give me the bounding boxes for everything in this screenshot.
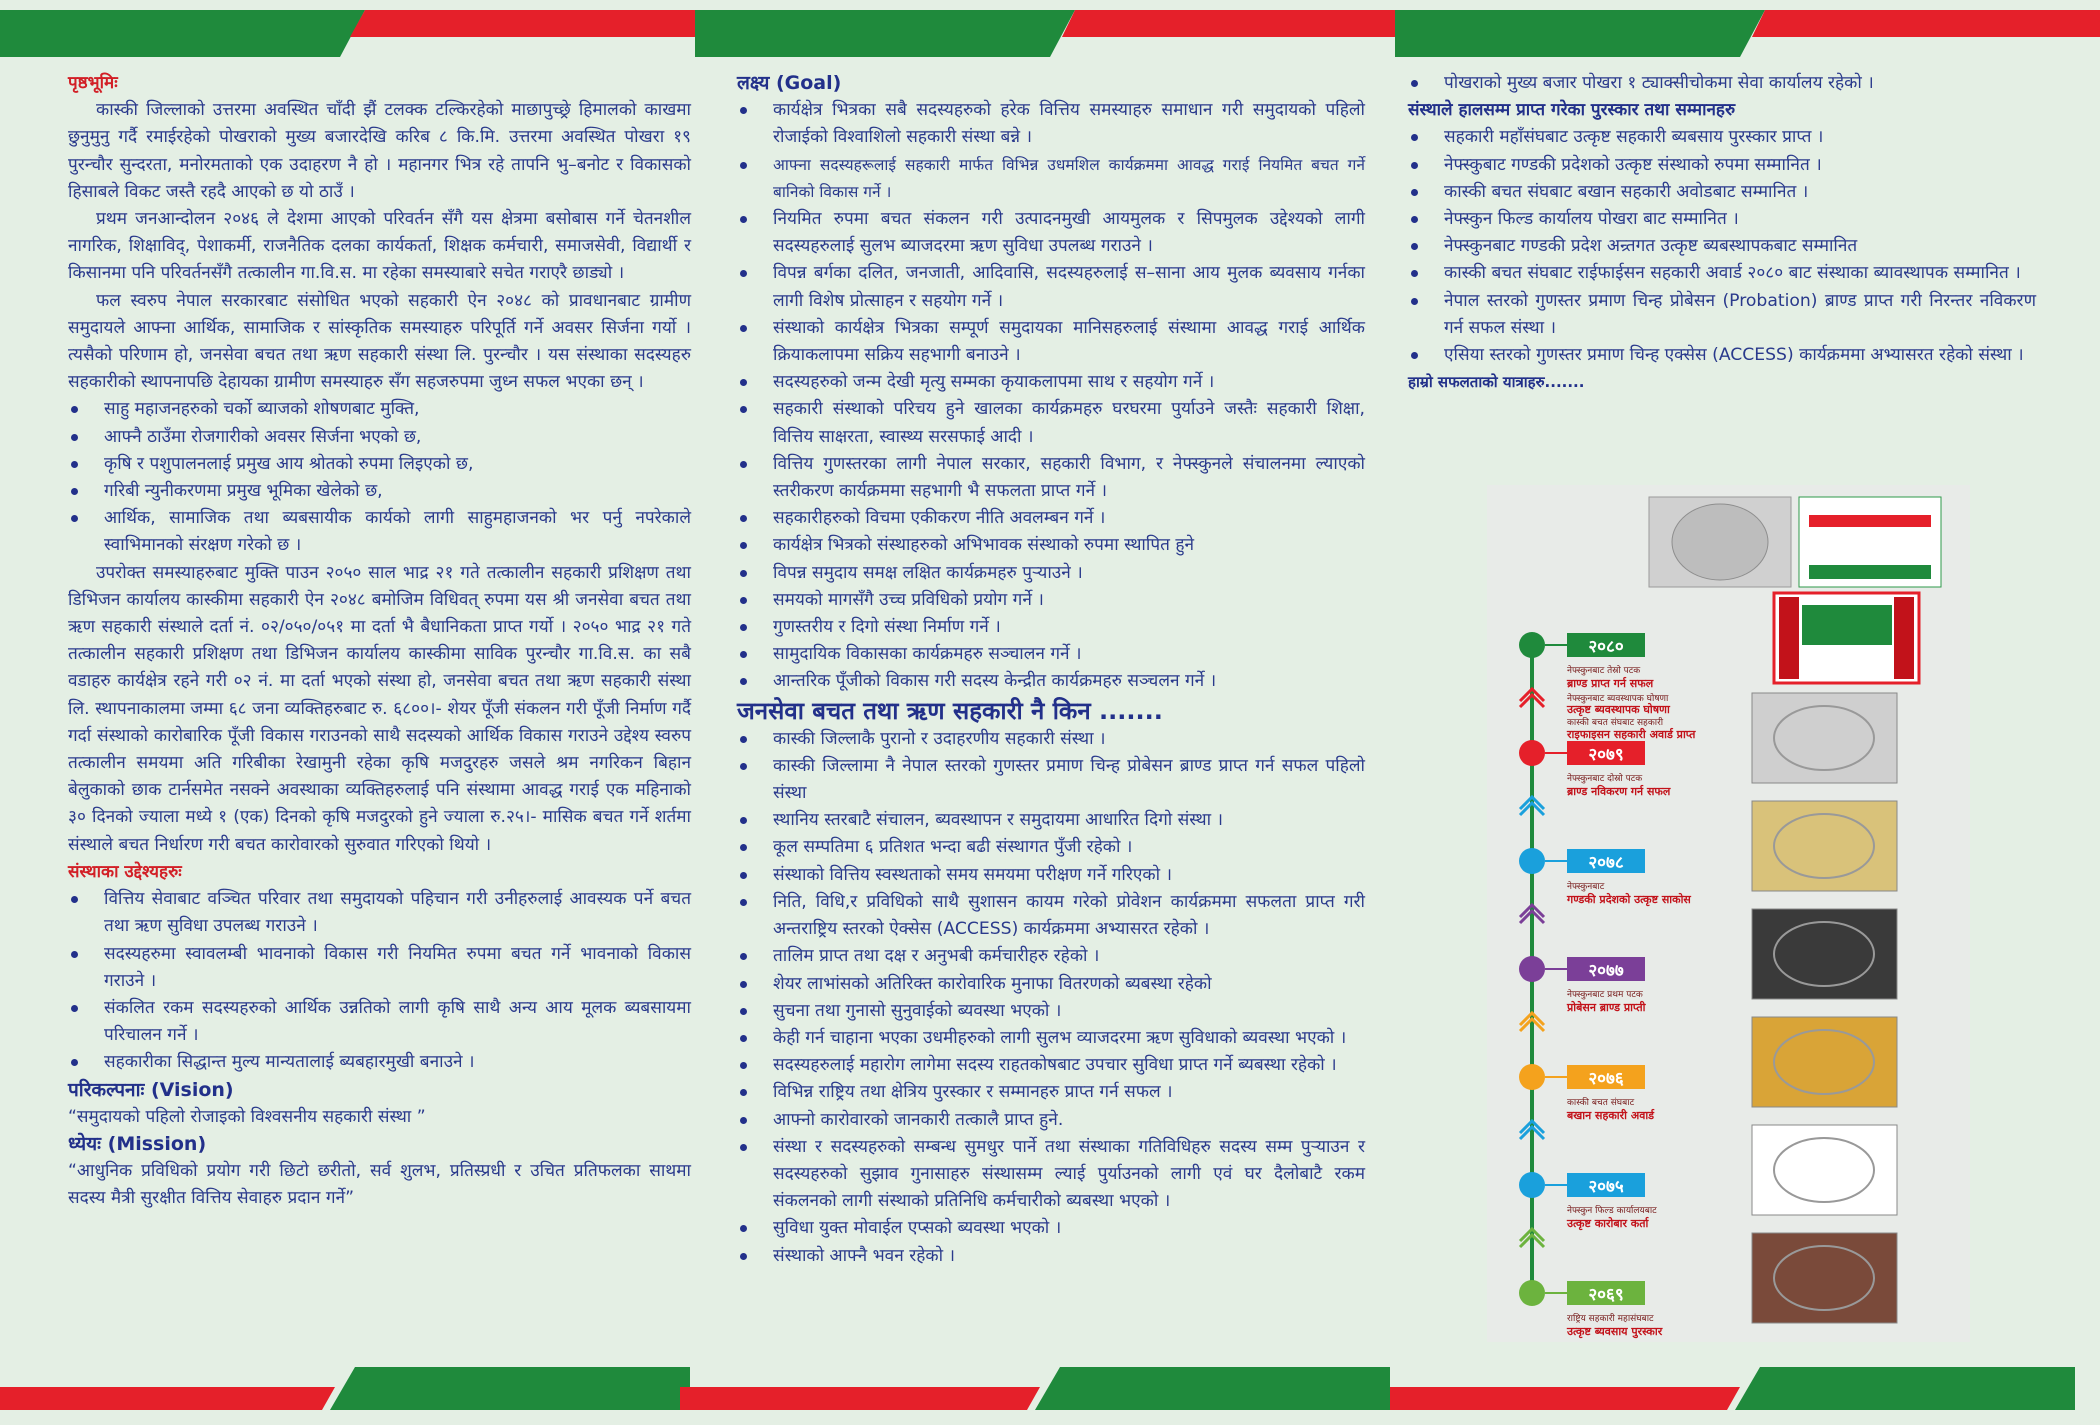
list-item: संस्थाको आफ्नै भवन रहेको । — [737, 1243, 1365, 1270]
timeline-caption: नेफ्स्कुनबाट तेस्रो पटक — [1567, 666, 1641, 676]
list-item: संस्थाको कार्यक्षेत्र भित्रका सम्पूर्ण समुदायका मानिसहरुलाई संस्थामा आवद्ध गराई आर्थिक क्रियाकलापमा सक्रिय सहभागी बनाउने । — [737, 315, 1365, 369]
timeline-caption: उत्कृष्ट कारोबार कर्ता — [1567, 1217, 1649, 1230]
year-label: २०७८ — [1588, 853, 1624, 873]
year-label: २०७६ — [1588, 1069, 1624, 1089]
list-item: कूल सम्पतिमा ६ प्रतिशत भन्दा बढी संस्थागत पुँजी रहेको । — [737, 834, 1365, 861]
list-item: साहु महाजनहरुको चर्को ब्याजको शोषणबाट मुक्ति, — [68, 396, 691, 423]
paragraph: फल स्वरुप नेपाल सरकारबाट संसोधित भएको सहकारी ऐन २०४८ को प्रावधानबाट ग्रामीण समुदायले आफ्ना आर्थिक, सामाजिक र सांस्कृतिक समस्याहरु परिपूर्ति गर्ने अवसर सिर्जना गर्यो । त्यसैको परिणाम हो, जनसेवा बचत तथा ऋण सहकारी संस्था लि. पुरन्चौर । यस संस्थाका सदस्यहरु सहकारीको स्थापनापछि देहायका ग्रामीण समस्याहरु सँग सहजरुपमा जुध्न सफल भएका छन् । — [68, 290, 691, 393]
list-item: समयको मागसँगै उच्च प्रविधिको प्रयोग गर्ने । — [737, 587, 1365, 614]
column-middle — [737, 70, 1365, 1270]
heading-objectives: संस्थाका उद्देश्यहरुः — [68, 861, 182, 882]
list-item: शेयर लाभांसको अतिरिक्त कारोवारिक मुनाफा वितरणको ब्यबस्था रहेको — [737, 971, 1365, 998]
list-item: आर्थिक, सामाजिक तथा ब्यबसायीक कार्यको लागी साहुमहाजनको भर पर्नु नपरेकाले स्वाभिमानको संरक्षण गरेको छ । — [68, 505, 691, 559]
goals-list — [737, 97, 1365, 695]
list-item: कार्यक्षेत्र भित्रको संस्थाहरुको अभिभावक संस्थाको रुपमा स्थापित हुने — [737, 532, 1365, 559]
timeline-caption: कास्की बचत संघबाट सहकारी — [1567, 718, 1664, 728]
list-item: सुविधा युक्त मोवाईल एप्सको ब्यवस्था भएको । — [737, 1215, 1365, 1242]
list-item: सदस्यहरुलाई महारोग लागेमा सदस्य राहतकोषबाट उपचार सुविधा प्राप्त गर्ने ब्यबस्था रहेको । — [737, 1052, 1365, 1079]
timeline-caption: गण्डकी प्रदेशको उत्कृष्ट साकोस — [1567, 893, 1691, 906]
paragraph: उपरोक्त समस्याहरुबाट मुक्ति पाउन २०५० साल भाद्र २१ गते तत्कालीन सहकारी प्रशिक्षण तथा डिभिजन कार्यालय कास्कीमा सहकारी ऐन २०४८ बमोजिम विधिवत् रुपमा यस श्री जनसेवा बचत तथा ऋण सहकारी संस्थाले दर्ता नं. ०२/०५०/०५१ मा दर्ता भै बैधानिकता प्राप्त गर्यो । २०५० भाद्र २१ गते तत्कालीन सहकारी प्रशिक्षण तथा डिभिजन कार्यालय कास्कीमा साविक पुरन्चौर गा.वि.स. का सबै वडाहरु कार्यक्षेत्र रहने गरी ०२ नं. मा दर्ता भएको संस्था हो, जनसेवा बचत तथा ऋण सहकारी संस्था लि. स्थापनाकालमा जम्मा ६८ जना व्यक्तिहरुबाट रु. ६८००।- शेयर पूँजी संकलन गरी पूँजी निर्माण गर्दै गर्दा संस्थाको कारोबारिक पूँजी विकास गराउनको साथै सदस्यको आर्थिक विकास गराउने उद्देश्य स्वरुप तत्कालीन समयमा अति गरिबीका रेखामुनी रहेका कृषि मजदुरहरु जसले श्रम नगरिकन बिहान बेलुकाको छाक टार्नसमेत नसक्ने अवस्थाका व्यक्तिहरुलाई पनि संस्थामा आवद्ध गराई एक महिनाको ३० दिनको ज्याला मध्ये १ (एक) दिनको कृषि मजदुरको हुने ज्याला रु.२५।- मासिक बचत गर्ने शर्तमा संस्थाले बचत निर्धारण गरी बचत कारोवारको सुरुवात गरिएको थियो । — [68, 562, 691, 855]
list-item: आफ्नै ठाउँमा रोजगारीको अवसर सिर्जना भएको छ, — [68, 424, 691, 451]
timeline-dot — [1519, 632, 1545, 658]
list-item: सहकारीका सिद्धान्त मुल्य मान्यतालाई ब्यबहारमुखी बनाउने । — [68, 1049, 691, 1076]
timeline-caption: ब्राण्ड नविकरण गर्न सफल — [1567, 785, 1671, 798]
list-item: आफ्नो कारोवारको जानकारी तत्कालै प्राप्त हुने. — [737, 1107, 1365, 1134]
year-label: २०८० — [1588, 637, 1624, 657]
list-item: विपन्न समुदाय समक्ष लक्षित कार्यक्रमहरु पुर्‍याउने । — [737, 560, 1365, 587]
list-item: कास्की जिल्लामा नै नेपाल स्तरको गुणस्तर प्रमाण चिन्ह प्रोबेसन ब्राण्ड प्राप्त गर्न सफल पहिलो संस्था — [737, 753, 1365, 807]
timeline-caption: प्रोबेसन ब्राण्ड प्राप्ती — [1567, 1001, 1646, 1014]
heading-background: पृष्ठभूमिः — [68, 73, 118, 93]
achievements-list — [68, 396, 691, 559]
timeline-caption: नेफ्स्कुनबाट ब्यवस्थापक घोषणा — [1567, 694, 1669, 704]
list-item: सुचना तथा गुनासो सुनुवाईको ब्यवस्था भएको । — [737, 998, 1365, 1025]
list-item: सदस्यहरुको जन्म देखी मृत्यु सम्मका कृयाकलापमा साथ र सहयोग गर्ने । — [737, 369, 1365, 396]
timeline-caption: नेफ्स्कुनबाट दोस्रो पटक — [1567, 774, 1643, 784]
timeline-caption: उत्कृष्ट ब्यवसाय पुरस्कार — [1567, 1325, 1663, 1338]
list-item: सहकारीहरुको विचमा एकीकरण नीति अवलम्बन गर्ने । — [737, 505, 1365, 532]
list-item: आफ्ना सदस्यहरूलाई सहकारी मार्फत विभिन्न उधमशिल कार्यक्रममा आवद्ध गराई नियमित बचत गर्ने बानिको विकास गर्ने । — [737, 152, 1365, 206]
list-item: संकलित रकम सदस्यहरुको आर्थिक उन्नतिको लागी कृषि साथै अन्य आय मूलक ब्यबसायमा परिचालन गर्ने । — [68, 995, 691, 1049]
timeline-caption: नेफ्स्कुनबाट प्रथम पटक — [1567, 990, 1643, 1000]
bottom-decorative-band — [0, 1365, 2100, 1425]
list-item: सहकारी महाँसंघबाट उत्कृष्ट सहकारी ब्यबसाय पुरस्कार प्राप्त । — [1408, 124, 2036, 151]
list-item: संस्था र सदस्यहरुको सम्बन्ध सुमधुर पार्ने तथा संस्थाका गतिविधिहरु सदस्य सम्म पुर्‍याउन र सदस्यहरुको सुझाव गुनासाहरु संस्थासम्म ल्याई पुर्याउनको लागी एवं घर दैलोबाटै रकम संकलनको लागी संस्थाको प्रतिनिधि कर्मचारीको ब्यबस्था भएको । — [737, 1134, 1365, 1216]
timeline-caption: राष्ट्रिय सहकारी महासंघबाट — [1567, 1314, 1654, 1324]
heading-mission: ध्येयः (Mission) — [68, 1132, 207, 1155]
timeline-caption: राइफाइसन सहकारी अवार्ड प्राप्त — [1567, 728, 1696, 741]
paragraph: प्रथम जनआन्दोलन २०४६ ले देशमा आएको परिवर्तन सँगै यस क्षेत्रमा बसोबास गर्ने चेतनशील नागरिक, शिक्षाविद्, पेशाकर्मी, राजनैतिक दलका कार्यकर्ता, शिक्षक कर्मचारी, समाजसेवी, विद्यार्थी र किसानमा पनि परिवर्तनसँगै तत्कालीन गा.वि.स. मा रहेका समस्याबारे सचेत गराएरै छाड्यो । — [68, 209, 691, 284]
heading-goal: लक्ष्य (Goal) — [737, 72, 842, 94]
list-item: स्थानिय स्तरबाटै संचालन, ब्यवस्थापन र समुदायमा आधारित दिगो संस्था । — [737, 807, 1365, 834]
list-item: सामुदायिक विकासका कार्यक्रमहरु सञ्चालन गर्ने । — [737, 641, 1365, 668]
paragraph: कास्की जिल्लाको उत्तरमा अवस्थित चाँदी झैं टलक्क टल्किरहेको माछापुच्छ्रे हिमालको काखमा छुनुमुनु गर्दै रमाईरहेको पोखराको मुख्य बजारदेखि करिब ८ कि.मि. उत्तरमा अवस्थित पोखरा १९ पुरन्चौर सुन्दरता, मनोरमताको एक उदाहरण नै हो । महानगर भित्र रहे तापनि भु–बनोट र विकासको हिसाबले विकट जस्तै रहदै आएको छ यो ठाउँ । — [68, 100, 691, 202]
timeline-caption: ब्राण्ड प्राप्त गर्न सफल — [1567, 677, 1654, 690]
timeline-dot — [1519, 956, 1545, 982]
list-item: कार्यक्षेत्र भित्रका सबै सदस्यहरुको हरेक वित्तिय समस्याहरु समाधान गरी समुदायको पहिलो रोजाईको विश्वाशिलो सहकारी संस्था बन्ने । — [737, 97, 1365, 151]
timeline-caption: कास्की बचत संघबाट — [1567, 1098, 1635, 1108]
year-label: २०७९ — [1588, 745, 1624, 765]
timeline-dot — [1519, 740, 1545, 766]
list-item: गुणस्तरीय र दिगो संस्था निर्माण गर्ने । — [737, 614, 1365, 641]
column-left — [68, 70, 691, 1213]
list-item: संस्थाको वित्तिय स्वस्थताको समय समयमा परीक्षण गर्ने गरिएको । — [737, 862, 1365, 889]
objectives-list — [68, 886, 691, 1076]
list-item: सदस्यहरुमा स्वावलम्बी भावनाको विकास गरी नियमित रुपमा बचत गर्ने भावनाको विकास गराउने । — [68, 941, 691, 995]
year-label: २०६९ — [1588, 1285, 1624, 1305]
timeline-graphic — [1487, 485, 1970, 1342]
heading-journey: हाम्रो सफलताको यात्राहरु....... — [1408, 373, 1585, 392]
list-item: कृषि र पशुपालनलाई प्रमुख आय श्रोतको रुपमा लिइएको छ, — [68, 451, 691, 478]
list-item: गरिबी न्युनीकरणमा प्रमुख भूमिका खेलेको छ, — [68, 478, 691, 505]
list-item: विभिन्न राष्ट्रिय तथा क्षेत्रिय पुरस्कार र सम्मानहरु प्राप्त गर्न सफल । — [737, 1079, 1365, 1106]
column-right — [1408, 70, 2036, 396]
heading-why-us: जनसेवा बचत तथा ऋण सहकारी नै किन ....... — [737, 696, 1163, 725]
list-item: नेफ्स्कुनबाट गण्डकी प्रदेश अन्र्तगत उत्कृष्ट ब्यबस्थापकबाट सम्मानित — [1408, 233, 2036, 260]
list-item: विपन्न बर्गका दलित, जनजाती, आदिवासि, सदस्यहरुलाई स–साना आय मुलक ब्यवसाय गर्नका लागी विशेष प्रोत्साहन र सहयोग गर्ने । — [737, 260, 1365, 314]
timeline-caption: नेफ्स्कुन फिल्ड कार्यालयबाट — [1567, 1206, 1657, 1216]
timeline-caption: बखान सहकारी अवार्ड — [1567, 1109, 1655, 1122]
heading-vision: परिकल्पनाः (Vision) — [68, 1078, 234, 1101]
list-item: पोखराको मुख्य बजार पोखरा १ ट्याक्सीचोकमा सेवा कार्यालय रहेको । — [1408, 70, 2036, 97]
list-item: एसिया स्तरको गुणस्तर प्रमाण चिन्ह एक्सेस (ACCESS) कार्यक्रममा अभ्यासरत रहेको संस्था । — [1408, 342, 2036, 369]
list-item: वित्तिय सेवाबाट वञ्चित परिवार तथा समुदायको पहिचान गरी उनीहरुलाई आवस्यक पर्ने बचत तथा ऋण सुविधा उपलब्ध गराउने । — [68, 886, 691, 940]
timeline-dot — [1519, 1280, 1545, 1306]
list-item: नियमित रुपमा बचत संकलन गरी उत्पादनमुखी आयमुलक र सिपमुलक उद्देश्यको लागी सदस्यहरुलाई सुलभ ब्याजदरमा ऋण सुविधा उपलब्ध गराउने । — [737, 206, 1365, 260]
timeline-caption: उत्कृष्ट ब्यवस्थापक घोषणा — [1567, 703, 1670, 716]
list-item: वित्तिय गुणस्तरका लागी नेपाल सरकार, सहकारी विभाग, र नेफ्स्कुनले संचालनमा ल्याएको स्तरीकरण कार्यक्रममा सहभागी भै सफलता प्राप्त गर्ने । — [737, 451, 1365, 505]
list-item: नेपाल स्तरको गुणस्तर प्रमाण चिन्ह प्रोबेसन (Probation) ब्राण्ड प्राप्त गरी निरन्तर नविकरण गर्न सफल संस्था । — [1408, 288, 2036, 342]
list-item: आन्तरिक पूँजीको विकास गरी सदस्य केन्द्रीत कार्यक्रमहरु सञ्चलन गर्ने । — [737, 668, 1365, 695]
list-item: नेफ्स्कुन फिल्ड कार्यालय पोखरा बाट सम्मानित । — [1408, 206, 2036, 233]
vision-statement: “समुदायको पहिलो रोजाइको विश्वसनीय सहकारी संस्था ” — [68, 1106, 426, 1127]
awards-list — [1408, 124, 2036, 369]
list-item: निति, विधि,र प्रविधिको साथै सुशासन कायम गरेको प्रोवेशन कार्यक्रममा सफलता प्राप्त गरी अन्तराष्ट्रिय स्तरको ऐक्सेस (ACCESS) कार्यक्रममा अभ्यासरत रहेको । — [737, 889, 1365, 943]
success-timeline — [1487, 485, 1970, 1342]
year-label: २०७७ — [1588, 961, 1624, 981]
timeline-caption: नेफ्स्कुनबाट — [1567, 882, 1605, 892]
timeline-dot — [1519, 1064, 1545, 1090]
list-item: कास्की बचत संघबाट राईफाईसन सहकारी अवार्ड २०८० बाट संस्थाका ब्यावस्थापक सम्मानित । — [1408, 260, 2036, 287]
list-item: कास्की बचत संघबाट बखान सहकारी अवोडबाट सम्मानित । — [1408, 179, 2036, 206]
list-item: केही गर्न चाहाना भएका उधमीहरुको लागी सुलभ व्याजदरमा ऋण सुविधाको ब्यवस्था भएको । — [737, 1025, 1365, 1052]
list-item: नेफ्स्कुबाट गण्डकी प्रदेशको उत्कृष्ट संस्थाको रुपमा सम्मानित । — [1408, 152, 2036, 179]
list-item: तालिम प्राप्त तथा दक्ष र अनुभबी कर्मचारीहरु रहेको । — [737, 943, 1365, 970]
list-item: सहकारी संस्थाको परिचय हुने खालका कार्यक्रमहरु घरघरमा पुर्याउने जस्तैः सहकारी शिक्षा, वित्तिय साक्षरता, स्वास्थ्य सरसफाई आदी । — [737, 396, 1365, 450]
timeline-dot — [1519, 848, 1545, 874]
mission-statement: “आधुनिक प्रविधिको प्रयोग गरी छिटो छरीतो, सर्व शुलभ, प्रतिस्प्रधी र उचित प्रतिफलका साथमा सदस्य मैत्री सुरक्षीत वित्तिय सेवाहरु प्रदान गर्ने” — [68, 1161, 691, 1209]
year-label: २०७५ — [1588, 1177, 1624, 1197]
why-us-list — [737, 726, 1365, 1270]
list-item: कास्की जिल्लाकै पुरानो र उदाहरणीय सहकारी संस्था । — [737, 726, 1365, 753]
timeline-dot — [1519, 1172, 1545, 1198]
heading-awards: संस्थाले हालसम्म प्राप्त गरेका पुरस्कार तथा सम्मानहरु — [1408, 100, 1736, 121]
top-decorative-band — [0, 0, 2100, 60]
office-list — [1408, 70, 2036, 97]
